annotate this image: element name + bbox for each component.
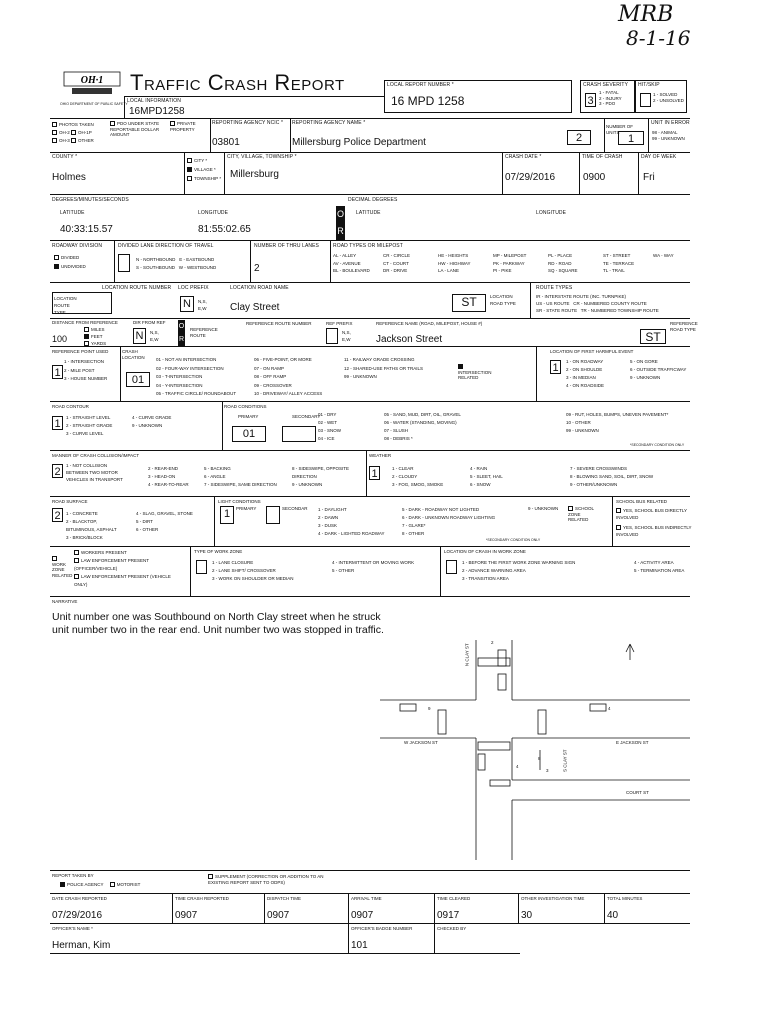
road-conditions-label: ROAD CONDITIONS: [224, 404, 267, 409]
crash-location-options-3: 11 - RAILWAY GRADE CROSSING 12 - SHARED-USE PATHS OR TRAILS 99 - UNKNOWN: [344, 357, 424, 379]
ref-road-type-label: REFERENCE ROAD TYPE: [670, 321, 698, 332]
manner-of-collision-value: 2: [52, 464, 63, 478]
loc-prefix-value: N: [180, 296, 194, 312]
date-reported-value: 07/29/2016: [52, 910, 103, 921]
manner-options-2: 2 - REAR-END 3 - HEAD-ON 4 - REAR-TO-REAR: [148, 466, 189, 487]
time-of-crash-label: TIME OF CRASH: [582, 154, 623, 160]
photos-taken-group: PHOTOS TAKEN OH-2 OH-1P OH-3 OTHER: [52, 121, 94, 145]
first-harmful-options-2: 5 - ON GORE 6 - OUTSIDE TRAFFICWAY 9 - UNKNOWN: [630, 359, 687, 380]
arrival-label: ARRIVAL TIME: [351, 896, 382, 901]
hit-skip-box: [635, 80, 687, 113]
work-zone-locations-2: 4 - ACTIVITY AREA 5 - TERMINATION AREA: [634, 560, 685, 573]
handwritten-date: 8-1-16: [626, 26, 691, 50]
roadway-division-options: DIVIDED UNDIVIDED: [54, 253, 86, 271]
diagram-label-w-jackson: W JACKSON ST: [404, 740, 438, 745]
thru-lanes-label: NUMBER OF THRU LANES: [254, 243, 319, 249]
road-contour-value: 1: [52, 416, 63, 430]
light-secondary-value: [266, 506, 280, 524]
diagram-label-court: COURT ST: [626, 790, 649, 795]
city-type-group: CITY * VILLAGE * TOWNSHIP *: [187, 156, 221, 183]
weather-options-2: 4 - RAIN 5 - SLEET, HAIL 6 - SNOW: [470, 466, 503, 487]
thru-lanes-value: 2: [254, 263, 260, 274]
first-harmful-event-label: LOCATION OF FIRST HARMFUL EVENT: [550, 349, 634, 354]
police-agency-checkbox[interactable]: [60, 882, 65, 887]
ref-route-number-label: REFERENCE ROUTE NUMBER: [246, 321, 312, 326]
crash-date-label: CRASH DATE *: [505, 154, 542, 160]
total-minutes-value: 40: [607, 910, 619, 921]
dir-from-ref-label: DIR FROM REF: [133, 320, 166, 325]
ohio-seal-icon: [62, 70, 122, 98]
dms-header: DEGREES/MINUTES/SECONDS: [52, 197, 129, 203]
road-types-label: ROAD TYPES OR MILEPOST: [333, 243, 403, 249]
agency-name-label: REPORTING AGENCY NAME *: [292, 120, 366, 126]
school-bus-label: SCHOOL BUS RELATED: [616, 499, 668, 504]
work-zone-types-1: 1 - LANE CLOSURE 2 - LANE SHIFT/ CROSSOVER 3 - WORK ON SHOULDER OR MEDIAN: [212, 560, 294, 581]
longitude-value: 81:55:02.65: [198, 224, 251, 235]
road-conditions-primary-label: PRIMARY: [238, 414, 259, 419]
roadway-division-label: ROADWAY DIVISION: [52, 243, 103, 249]
loc-road-name-label: LOCATION ROAD NAME: [230, 285, 289, 291]
crash-location-label: CRASH LOCATION: [122, 349, 145, 360]
road-conditions-secondary-value: [282, 426, 316, 442]
bus-indirect-checkbox[interactable]: [616, 525, 621, 530]
crash-location-options-1: 01 - NOT AN INTERSECTION 02 - FOUR-WAY INTERSECTION 03 - T-INTERSECTION 04 - Y-INTERSECTION 05 - TRAFFIC CIRCLE/ ROUNDABOUT: [156, 357, 237, 396]
divided-lane-value: [118, 254, 130, 272]
work-zone-types-2: 4 - INTERMITTENT OR MOVING WORK 5 - OTHER: [332, 560, 415, 573]
dispatch-label: DISPATCH TIME: [267, 896, 302, 901]
unit-in-error-label: UNIT IN ERROR: [651, 120, 690, 126]
local-information-box: [124, 96, 385, 119]
time-reported-label: TIME CRASH REPORTED: [175, 896, 229, 901]
other-time-value: 30: [521, 910, 533, 921]
report-title: Traffic Crash Report: [130, 70, 345, 95]
road-surface-options-1: 1 - CONCRETE 2 - BLACKTOP, BITUMINOUS, ASPHALT 3 - BRICK/BLOCK: [66, 511, 117, 540]
road-surface-label: ROAD SURFACE: [52, 499, 88, 504]
miles-checkbox[interactable]: [84, 327, 89, 332]
unit-in-error-options: 98 - ANIMAL 99 - UNKNOWN: [652, 130, 685, 141]
crash-severity-options: 1 - FATAL 2 - INJURY 3 - PDO: [599, 90, 622, 106]
weather-options-1: 1 - CLEAR 2 - CLOUDY 3 - FOG, SMOG, SMOKE: [392, 466, 444, 487]
ncic-value: 03801: [212, 137, 240, 148]
supplement: SUPPLEMENT (CORRECTION OR ADDITION TO AN EXISTING REPORT SENT TO ODPS): [208, 874, 324, 885]
ref-prefix-label: REF PREFIX: [326, 321, 353, 326]
decimal-header: DECIMAL DEGREES: [348, 197, 398, 203]
officer-name-label: OFFICER'S NAME *: [52, 926, 93, 931]
reference-route-label: REFERENCE ROUTE: [190, 327, 218, 338]
officer-name-value: Herman, Kim: [52, 940, 111, 951]
city-name-value: Millersburg: [230, 169, 279, 180]
light-primary-value: 1: [220, 506, 234, 524]
local-report-number-label: LOCAL REPORT NUMBER *: [387, 82, 454, 88]
report-taken-by-label: REPORT TAKEN BY: [52, 873, 94, 878]
hit-skip-value: [640, 93, 651, 107]
ref-point-used-value: 1: [52, 365, 63, 379]
manner-options-1: 1 - NOT COLLISION BETWEEN TWO MOTOR VEHICLES IN TRANSPORT: [66, 463, 123, 482]
work-zone-related: WORK ZONE RELATED: [52, 556, 72, 578]
manner-options-3: 5 - BACKING 6 - ANGLE 7 - SIDESWIPE, SAME DIRECTION: [204, 466, 277, 487]
other-time-label: OTHER INVESTIGATION TIME: [521, 896, 585, 901]
school-bus-options: YES, SCHOOL BUS DIRECTLY INVOLVED YES, SCHOOL BUS INDIRECTLY INVOLVED: [616, 508, 692, 537]
logo-caption: OHIO DEPARTMENT OF PUBLIC SAFETY: [60, 102, 128, 106]
local-report-number-box: [384, 80, 572, 113]
ref-name-label: REFERENCE NAME (ROAD, MILEPOST, HOUSE #): [376, 321, 483, 326]
date-reported-label: DATE CRASH REPORTED: [52, 896, 107, 901]
day-of-week-label: DAY OF WEEK: [641, 154, 677, 160]
road-conditions-options-2: 05 - SAND, MUD, DIRT, OIL, GRAVEL 06 - WATER (STANDING, MOVING) 07 - SLUSH 08 - DEBRIS *: [384, 412, 461, 441]
intersection-related: INTERSECTION RELATED: [458, 364, 498, 381]
latitude-value: 40:33:15.57: [60, 224, 113, 235]
school-zone: SCHOOL ZONE RELATED: [568, 506, 594, 522]
hit-skip-options: 1 - SOLVED 2 - UNSOLVED: [653, 92, 684, 103]
undivided-checkbox[interactable]: [54, 264, 59, 269]
diagram-label-unit3: 3: [546, 768, 549, 773]
local-information-label: LOCAL INFORMATION: [127, 98, 181, 104]
diagram-label-unit9: 9: [428, 706, 431, 711]
diagram-label-unit4: 4: [608, 706, 611, 711]
diagram-label-unit2: 2: [491, 640, 494, 645]
distance-from-ref-label: DISTANCE FROM REFERENCE: [52, 320, 118, 325]
loc-road-type-label: LOCATION ROAD TYPE: [490, 294, 516, 306]
village-checkbox[interactable]: [187, 167, 192, 172]
oh3-checkbox[interactable]: [52, 138, 57, 143]
cleared-label: TIME CLEARED: [437, 896, 471, 901]
diagram-label-n-clay: N CLAY ST: [464, 643, 470, 667]
distance-units: MILES FEET YARDS: [84, 326, 106, 347]
crash-severity-value: 3: [585, 93, 596, 107]
ref-prefix-options: N,S, E,W: [342, 330, 351, 342]
day-of-week-value: Fri: [643, 172, 655, 183]
motorist-checkbox[interactable]: [110, 882, 115, 887]
cleared-value: 0917: [437, 910, 460, 921]
number-of-units-label: NUMBER OF UNITS: [606, 124, 633, 135]
diagram-label-unit4b: 4: [516, 764, 519, 769]
loc-prefix-options: N,S, E,W: [198, 299, 207, 311]
pdo-under-label: PDO UNDER STATE REPORTABLE DOLLAR AMOUNT: [110, 121, 160, 137]
county-label: COUNTY *: [52, 154, 78, 160]
light-options-1: 1 - DAYLIGHT 2 - DAWN 3 - DUSK 4 - DARK - LIGHTED ROADWAY: [318, 507, 385, 536]
crash-severity-label: CRASH SEVERITY: [583, 82, 629, 88]
number-of-units-value: 2: [567, 130, 591, 145]
dir-from-ref-options: N,S, E,W: [150, 330, 159, 342]
light-options-3: 9 - UNKNOWN: [528, 506, 559, 511]
crash-location-options-2: 06 - FIVE-POINT, OR MORE 07 - ON RAMP 08 - OFF RAMP 09 - CROSSOVER 10 - DRIVEWAY/ ALLEY ACCESS: [254, 357, 323, 396]
diagram-label-e-jackson: E JACKSON ST: [616, 740, 649, 745]
hit-skip-label: HIT/SKIP: [638, 82, 660, 88]
narrative-label: NARRATIVE: [52, 599, 78, 604]
ref-prefix-value: [326, 328, 338, 344]
total-minutes-label: TOTAL MINUTES: [607, 896, 643, 901]
distance-from-ref-value: 100: [52, 334, 68, 344]
longitude-label: LONGITUDE: [198, 210, 229, 216]
ncic-label: REPORTING AGENCY NCIC *: [212, 120, 284, 126]
road-surface-value: 2: [52, 508, 63, 522]
ref-point-used-label: REFERENCE POINT USED: [52, 349, 109, 354]
ref-point-options: 1 - INTERSECTION 2 - MILE POST 3 - HOUSE NUMBER: [64, 359, 108, 381]
light-secondary-label: SECONDAR: [282, 506, 308, 511]
road-conditions-note: *SECONDARY CONDITION ONLY: [630, 443, 685, 447]
local-report-number-value: 16 MPD 1258: [391, 94, 465, 108]
road-surface-options-2: 4 - SLAG, GRAVEL, STONE 5 - DIRT 6 - OTHER: [136, 511, 193, 532]
diagram-label-s-clay: S CLAY ST: [562, 749, 568, 773]
loc-road-name-value: Clay Street: [230, 302, 280, 313]
loc-prefix-label: LOC PREFIX: [178, 285, 209, 291]
work-zone-type-value: [196, 560, 207, 574]
city-name-label: CITY, VILLAGE, TOWNSHIP *: [227, 154, 297, 160]
law-present-checkbox[interactable]: [74, 558, 79, 563]
agency-logo: [62, 70, 122, 98]
county-value: Holmes: [52, 172, 86, 183]
bus-direct-checkbox[interactable]: [616, 508, 621, 513]
dec-latitude-label: LATITUDE: [356, 210, 381, 216]
road-conditions-secondary-label: SECONDARY: [292, 414, 321, 419]
diagram-label-unit8: 8: [538, 756, 541, 761]
road-conditions-options-1: 01 - DRY 02 - WET 03 - SNOW 04 - ICE: [318, 412, 342, 441]
weather-options-3: 7 - SEVERE CROSSWINDS 8 - BLOWING SAND, SOIL, DIRT, SNOW 9 - OTHER/UNKNOWN: [570, 466, 654, 487]
private-property-label: PRIVATE PROPERTY: [170, 121, 196, 132]
township-checkbox[interactable]: [187, 176, 192, 181]
work-zone-present: WORKERS PRESENT LAW ENFORCEMENT PRESENT (OFFICER/VEHICLE) LAW ENFORCEMENT PRESENT (VEHICLE ONLY): [74, 550, 171, 587]
other-checkbox[interactable]: [71, 138, 76, 143]
narrative-text: Unit number one was Southbound on North Clay street when he struck unit number two in the rear end. Unit number two was stopped in traffic.: [52, 611, 384, 636]
photos-taken-checkbox[interactable]: [52, 122, 57, 127]
road-contour-options-1: 1 - STRAIGHT LEVEL 2 - STRAIGHT GRADE 3 - CURVE LEVEL: [66, 415, 113, 436]
latitude-label: LATITUDE: [60, 210, 85, 216]
dir-from-ref-value: N: [133, 328, 146, 344]
first-harmful-event-value: 1: [550, 360, 561, 374]
road-contour-label: ROAD CONTOUR: [52, 404, 89, 409]
divided-lane-label: DIVIDED LANE DIRECTION OF TRAVEL: [118, 243, 214, 249]
light-options-2: 5 - DARK - ROADWAY NOT LIGHTED 6 - DARK - UNKNOWN ROADWAY LIGHTING 7 - GLARE* 8 - OTHER: [402, 507, 496, 536]
agency-name-value: Millersburg Police Department: [292, 137, 426, 148]
local-information-value: 16MPD1258: [129, 106, 185, 117]
dispatch-value: 0907: [267, 910, 290, 921]
crash-date-value: 07/29/2016: [505, 172, 556, 183]
oh1p-checkbox[interactable]: [71, 130, 76, 135]
divided-checkbox[interactable]: [54, 255, 59, 260]
law-vehicle-checkbox[interactable]: [74, 574, 79, 579]
weather-value: 1: [369, 466, 380, 480]
time-reported-value: 0907: [175, 910, 198, 921]
city-checkbox[interactable]: [187, 158, 192, 163]
svg-text:OH·1: OH·1: [80, 75, 104, 86]
report-taken-by-options: POLICE AGENCY MOTORIST: [60, 882, 140, 888]
checked-by-label: CHECKED BY: [437, 926, 467, 931]
ref-road-type-value: ST: [640, 329, 666, 344]
first-harmful-options-1: 1 - ON ROADWAY 2 - ON SHOULDE 3 - IN MEDIAN 4 - ON ROADSIDE: [566, 359, 605, 388]
feet-checkbox[interactable]: [84, 334, 89, 339]
workers-present-checkbox[interactable]: [74, 550, 79, 555]
road-contour-options-2: 4 - CURVE GRADE 9 - UNKNOWN: [132, 415, 172, 428]
handwritten-initials: MRB: [618, 2, 674, 27]
unit-in-error-value: 1: [618, 131, 644, 145]
road-conditions-options-3: 09 - RUT, HOLES, BUMPS, UNEVEN PAVEMENT* 10 - OTHER 99 - UNKNOWN: [566, 412, 669, 433]
intersection-diagram-icon: [360, 630, 700, 870]
divided-lane-options: N - NORTHBOUND E - EASTBOUND S - SOUTHBOUND W - WESTBOUND: [136, 257, 217, 270]
work-zone-type-label: TYPE OF WORK ZONE: [194, 549, 243, 554]
arrival-value: 0907: [351, 910, 374, 921]
work-zone-locations-1: 1 - BEFORE THE FIRST WORK ZONE WARNING SIGN 2 - ADVANCE WARNING AREA 3 - TRANSITION AREA: [462, 560, 576, 581]
oh2-checkbox[interactable]: [52, 130, 57, 135]
route-types-list: IR - INTERSTATE ROUTE (INC. TURNPIKE) US - US ROUTE CR - NUMBERED COUNTY ROUTE SR - STATE ROUTE TR - NUMBERED TOWNSHIP ROUTE: [536, 294, 659, 313]
crash-severity-box: [580, 80, 635, 113]
light-conditions-label: LIGHT CONDITIONS: [218, 499, 261, 504]
or-marker: O R: [336, 206, 345, 240]
dec-longitude-label: LONGITUDE: [536, 210, 567, 216]
loc-road-type-value: ST: [452, 294, 486, 312]
light-primary-label: PRIMARY: [236, 506, 257, 511]
ref-or-marker: O R: [178, 320, 185, 346]
light-note: *SECONDARY CONDITION ONLY: [486, 538, 541, 542]
ref-name-value: Jackson Street: [376, 334, 443, 345]
work-zone-location-value: [446, 560, 457, 574]
location-route-number-label: LOCATION ROUTE NUMBER: [102, 285, 172, 291]
route-types-label: ROUTE TYPES: [536, 285, 573, 291]
badge-label: OFFICER'S BADGE NUMBER: [351, 926, 413, 931]
manner-options-4: 8 - SIDESWIPE, OPPOSITE DIRECTION 9 - UNKNOWN: [292, 466, 350, 487]
work-zone-location-label: LOCATION OF CRASH IN WORK ZONE: [444, 549, 526, 554]
manner-of-collision-label: MANNER OF CRASH COLLISION/IMPACT: [52, 453, 140, 458]
road-conditions-primary-value: 01: [232, 426, 266, 442]
badge-value: 101: [351, 940, 368, 951]
location-route-side: LOCATION ROUTE TYPE: [54, 296, 77, 315]
time-of-crash-value: 0900: [583, 172, 606, 183]
weather-label: WEATHER: [369, 453, 392, 458]
crash-location-value: 01: [126, 372, 150, 387]
crash-diagram: [360, 630, 700, 870]
